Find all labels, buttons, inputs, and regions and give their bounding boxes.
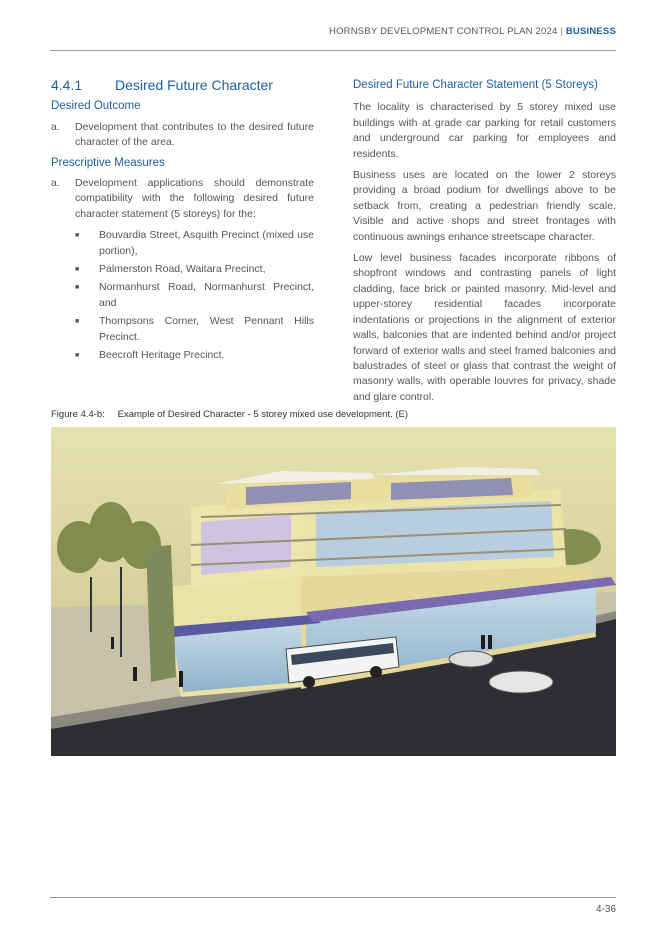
bullet-icon: ■ <box>75 232 80 240</box>
right-column <box>353 78 616 411</box>
header-rule <box>50 50 616 51</box>
desired-outcome-heading: Desired Outcome <box>51 100 141 113</box>
building-illustration <box>51 427 616 756</box>
list-item <box>75 228 314 259</box>
statement-paragraph: Business uses are located on the lower 2 storeys providing a broad podium for dwellings above to be setback from, creating a pedestrian friendly scale. Visible and active shops and street frontages with continuous awnings enhance streetscape character. <box>353 169 616 243</box>
measures-text: Development applications should demonstrate compatibility with the following desired future character statement (5 storeys) for the: <box>75 177 314 220</box>
header-separator: | <box>560 26 563 37</box>
list-item-text: Beecroft Heritage Precinct. <box>99 349 225 362</box>
document-title: HORNSBY DEVELOPMENT CONTROL PLAN 2024 <box>329 26 558 37</box>
outcome-text: Development that contributes to the desired future character of the area. <box>75 120 314 149</box>
list-item-text: Thompsons Corner, West Pennant Hills Precinct. <box>99 315 314 343</box>
figure-caption-text: Example of Desired Character - 5 storey mixed use development. (E) <box>117 409 409 420</box>
section-heading <box>51 78 314 93</box>
list-item <box>75 314 314 345</box>
list-item-text: Normanhurst Road, Normanhurst Precinct, and <box>99 281 314 309</box>
precinct-list <box>75 228 314 363</box>
outcome-label: a. <box>51 120 60 133</box>
bullet-icon: ■ <box>75 352 80 360</box>
figure-label: Figure 4.4-b: <box>51 409 105 420</box>
mixed-use-building-render <box>51 427 616 756</box>
figure-caption <box>51 409 408 420</box>
statement-paragraph: The locality is characterised by 5 storey mixed use buildings with at grade car parking for retail customers and underground car parking for employees and residents. <box>353 101 616 160</box>
bullet-icon: ■ <box>75 266 80 274</box>
outcome-item <box>51 120 314 151</box>
list-item <box>75 348 314 363</box>
bullet-icon: ■ <box>75 284 80 292</box>
measures-label: a. <box>51 177 60 190</box>
bullet-icon: ■ <box>75 318 80 326</box>
list-item-text: Bouvardia Street, Asquith Precinct (mixed use portion), <box>99 229 314 257</box>
page-header <box>329 26 616 37</box>
left-column <box>51 78 314 367</box>
page-number: 4-36 <box>595 904 616 915</box>
footer-rule <box>50 897 616 898</box>
list-item-text: Palmerston Road, Waitara Precinct, <box>99 263 266 276</box>
prescriptive-measures-heading: Prescriptive Measures <box>51 156 165 169</box>
list-item <box>75 280 314 311</box>
character-statement-heading: Desired Future Character Statement (5 Storeys) <box>353 79 598 91</box>
section-number: 4.4.1 <box>51 77 83 93</box>
section-title: Desired Future Character <box>115 77 273 93</box>
measures-item <box>51 176 314 222</box>
statement-paragraph: Low level business facades incorporate ribbons of shopfront windows and contrasting panels of light cladding, face brick or painted masonry. Mid-level and upper-storey residential facades incorporate indentations or projections in the alignment of exterior walls, balconies that are indented behind and/or project forward of exterior walls and steel framed balconies and balustrades of steel or glass that contrast the weight of masonry walls, with operable louvres for privacy, shade and glare control. <box>353 252 616 403</box>
section-name: BUSINESS <box>565 26 616 37</box>
list-item <box>75 262 314 277</box>
